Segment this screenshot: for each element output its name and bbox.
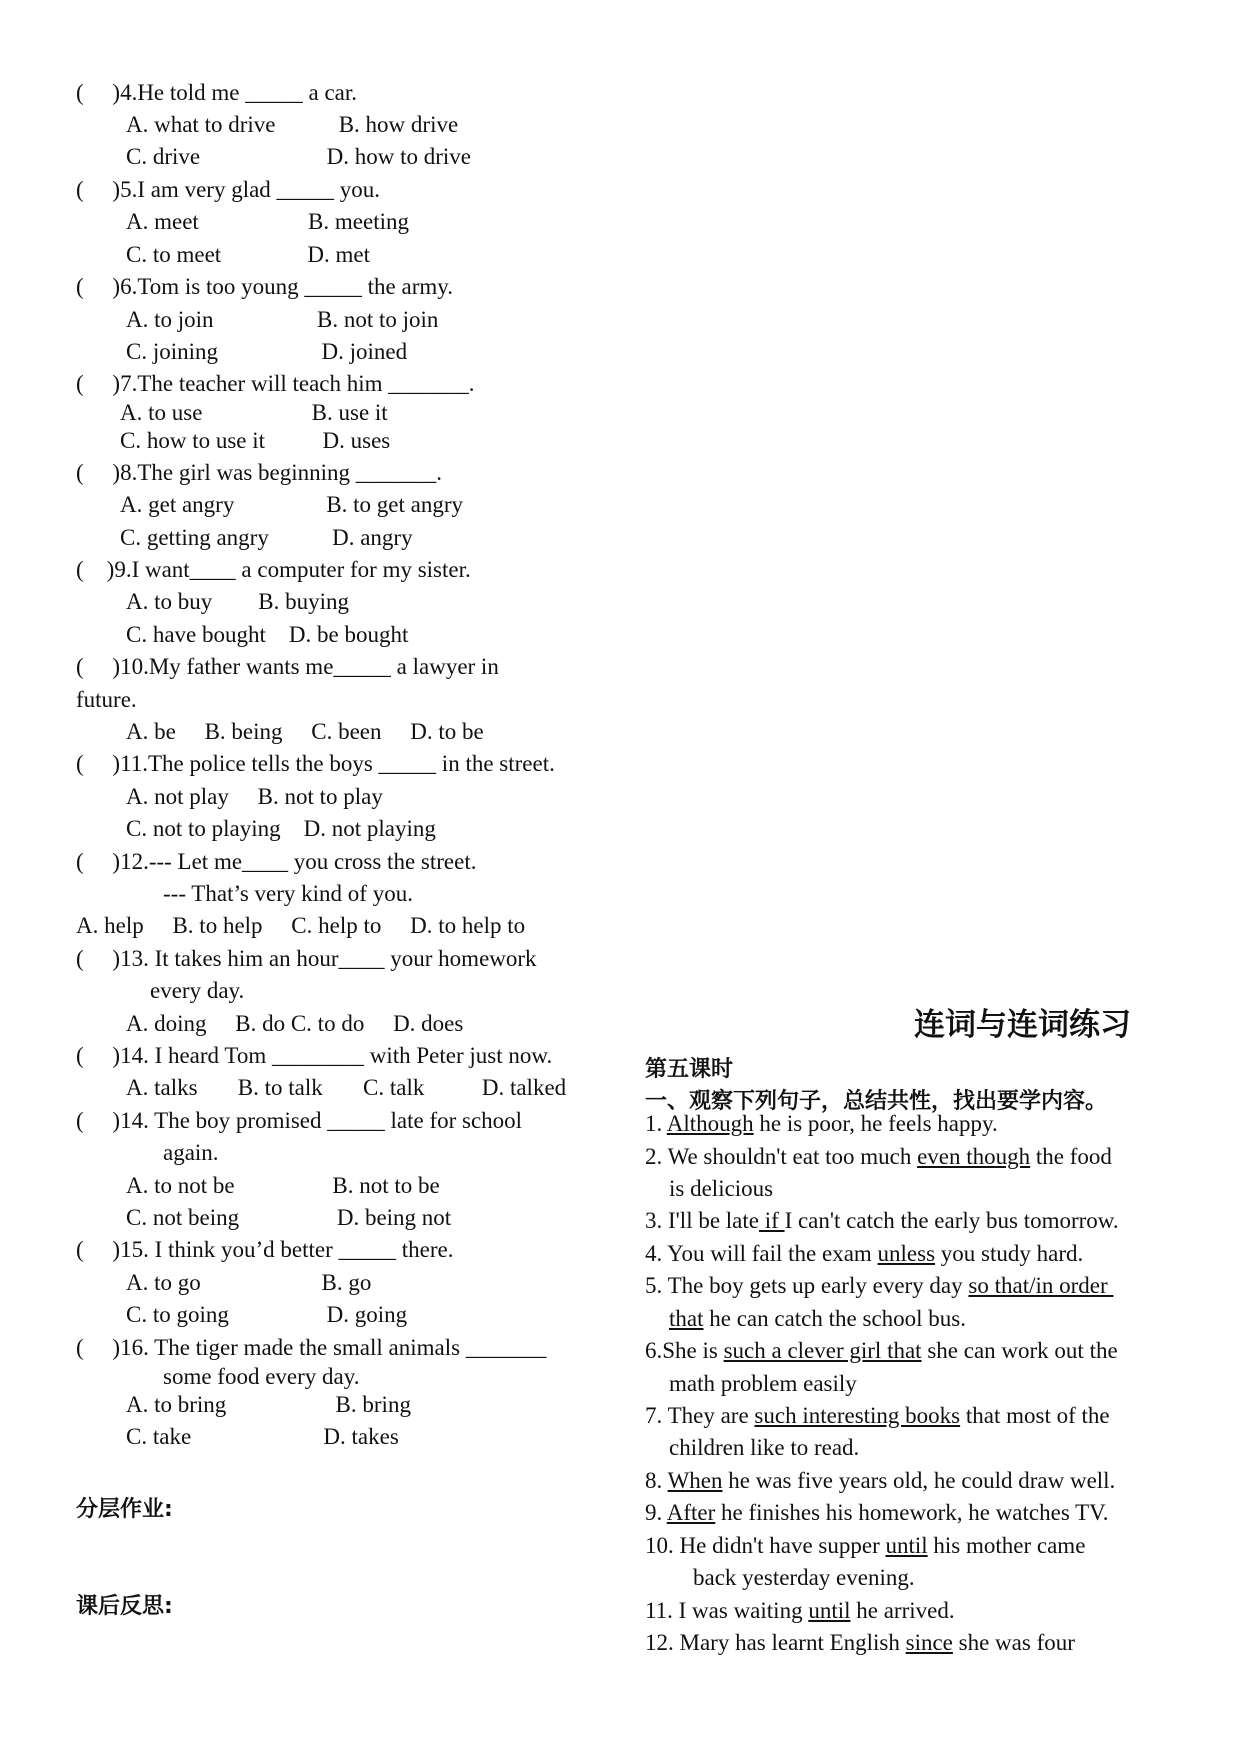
example-sentence (669, 1304, 966, 1334)
question-line: ( )13. It takes him an hour____ your homework (76, 946, 537, 971)
question-line: C. take D. takes (126, 1424, 399, 1449)
question-line: A. talks B. to talk C. talk D. talked (126, 1075, 567, 1100)
question-line: ( )6.Tom is too young _____ the army. (76, 274, 453, 299)
question-line: A. to join B. not to join (126, 307, 439, 332)
question-line: C. to meet D. met (126, 242, 371, 267)
question-line: A. not play B. not to play (126, 784, 383, 809)
example-sentence (645, 1531, 1085, 1561)
sentence-text: 3. I'll be late (645, 1208, 759, 1233)
question-line: some food every day. (163, 1364, 360, 1389)
example-sentence (645, 1271, 1113, 1301)
sentence-text: math problem easily (669, 1371, 857, 1396)
question-line: A. what to drive B. how drive (126, 112, 459, 137)
sentence-text: he finishes his homework, he watches TV. (715, 1500, 1109, 1525)
sentence-text: his mother came (927, 1533, 1086, 1558)
question-line: ( )14. I heard Tom ________ with Peter just now. (76, 1043, 553, 1068)
conjunction-underlined: since (905, 1630, 953, 1655)
question-line: C. joining D. joined (126, 339, 408, 364)
sentence-text: she can work out the (921, 1338, 1118, 1363)
question-line: ( )4.He told me _____ a car. (76, 80, 358, 105)
sentence-text: you study hard. (935, 1241, 1084, 1266)
sentence-text: 11. I was waiting (645, 1598, 809, 1623)
example-sentence (669, 1433, 859, 1463)
sentence-text: 8. (645, 1468, 668, 1493)
question-line: A. get angry B. to get angry (120, 492, 464, 517)
question-line: ( )7.The teacher will teach him _______. (76, 371, 475, 396)
sentence-text: he can catch the school bus. (703, 1306, 966, 1331)
conjunction-underlined: that (669, 1306, 704, 1331)
conjunction-underlined: Although (666, 1111, 754, 1136)
question-line: every day. (150, 978, 245, 1003)
sentence-text: I can't catch the early bus tomorrow. (784, 1208, 1119, 1233)
example-sentence (645, 1239, 1083, 1269)
sentence-text: 7. They are (645, 1403, 755, 1428)
question-line: C. not being D. being not (126, 1205, 452, 1230)
sentence-text: 12. Mary has learnt English (645, 1630, 906, 1655)
sentence-text: she was four (952, 1630, 1075, 1655)
conjunction-underlined: even though (917, 1144, 1031, 1169)
question-line: ( )16. The tiger made the small animals _______ (76, 1335, 547, 1360)
question-line: C. have bought D. be bought (126, 622, 409, 647)
sentence-text: 10. He didn't have supper (645, 1533, 886, 1558)
example-sentence (669, 1174, 773, 1204)
conjunction-underlined: until (808, 1598, 851, 1623)
question-line: ( )11.The police tells the boys _____ in the street. (76, 751, 555, 776)
sentence-text: he was five years old, he could draw well. (722, 1468, 1116, 1493)
question-line: ( )15. I think you’d better _____ there. (76, 1237, 454, 1262)
question-line: A. to go B. go (126, 1270, 372, 1295)
question-line: A. be B. being C. been D. to be (126, 719, 484, 744)
homework-label: 分层作业: (76, 1497, 173, 1522)
question-line: C. how to use it D. uses (120, 428, 391, 453)
sentence-text: 1. (645, 1111, 667, 1136)
question-line: C. not to playing D. not playing (126, 816, 436, 841)
conjunction-underlined: if (759, 1208, 785, 1233)
question-line: ( )8.The girl was beginning _______. (76, 460, 443, 485)
conjunction-underlined: unless (877, 1241, 936, 1266)
question-line: future. (76, 687, 137, 712)
question-line: A. doing B. do C. to do D. does (126, 1011, 464, 1036)
sentence-text: back yesterday evening. (693, 1565, 915, 1590)
sentence-text: 5. The boy gets up early every day (645, 1273, 969, 1298)
sentence-text: 9. (645, 1500, 667, 1525)
question-line: ( )14. The boy promised _____ late for school (76, 1108, 523, 1133)
question-line: A. to bring B. bring (126, 1392, 411, 1417)
sentence-text: 6.She is (645, 1338, 724, 1363)
question-line: C. getting angry D. angry (120, 525, 413, 550)
question-line: C. to going D. going (126, 1302, 408, 1327)
sentence-text: children like to read. (669, 1435, 860, 1460)
example-sentence (693, 1563, 915, 1593)
question-line: again. (163, 1140, 219, 1165)
example-sentence (645, 1206, 1119, 1236)
question-line: A. to buy B. buying (126, 589, 349, 614)
section-title: 连词与连词练习 (914, 1007, 1131, 1043)
example-sentence (669, 1369, 857, 1399)
conjunction-underlined: so that/in order (968, 1273, 1114, 1298)
example-sentence (645, 1109, 998, 1139)
example-sentence (645, 1336, 1118, 1366)
question-line: C. drive D. how to drive (126, 144, 471, 169)
question-line: --- That’s very kind of you. (163, 881, 413, 906)
sentence-text: he arrived. (850, 1598, 955, 1623)
question-line: ( )5.I am very glad _____ you. (76, 177, 381, 202)
conjunction-underlined: When (667, 1468, 723, 1493)
reflection-label: 课后反思: (76, 1594, 173, 1619)
question-line: ( )12.--- Let me____ you cross the street. (76, 849, 477, 874)
conjunction-underlined: such a clever girl that (723, 1338, 922, 1363)
question-line: ( )10.My father wants me_____ a lawyer in (76, 654, 499, 679)
question-line: A. meet B. meeting (126, 209, 409, 234)
instruction: 一、观察下列句子，总结共性，找出要学内容。 (645, 1089, 1108, 1114)
example-sentence (645, 1142, 1112, 1172)
example-sentence (645, 1466, 1115, 1496)
question-line: A. help B. to help C. help to D. to help to (76, 913, 526, 938)
sentence-text: is delicious (669, 1176, 774, 1201)
sentence-text: 2. We shouldn't eat too much (645, 1144, 918, 1169)
conjunction-underlined: until (885, 1533, 928, 1558)
question-line: ( )9.I want____ a computer for my sister. (76, 557, 471, 582)
question-line: A. to not be B. not to be (126, 1173, 440, 1198)
conjunction-underlined: After (666, 1500, 716, 1525)
example-sentence (645, 1401, 1110, 1431)
question-line: A. to use B. use it (120, 400, 388, 425)
sentence-text: he is poor, he feels happy. (753, 1111, 998, 1136)
sentence-text: 4. You will fail the exam (645, 1241, 878, 1266)
example-sentence (645, 1628, 1075, 1658)
conjunction-underlined: such interesting books (754, 1403, 961, 1428)
example-sentence (645, 1498, 1109, 1528)
sentence-text: the food (1030, 1144, 1112, 1169)
lesson-label: 第五课时 (645, 1057, 734, 1082)
sentence-text: that most of the (960, 1403, 1110, 1428)
example-sentence (645, 1596, 955, 1626)
